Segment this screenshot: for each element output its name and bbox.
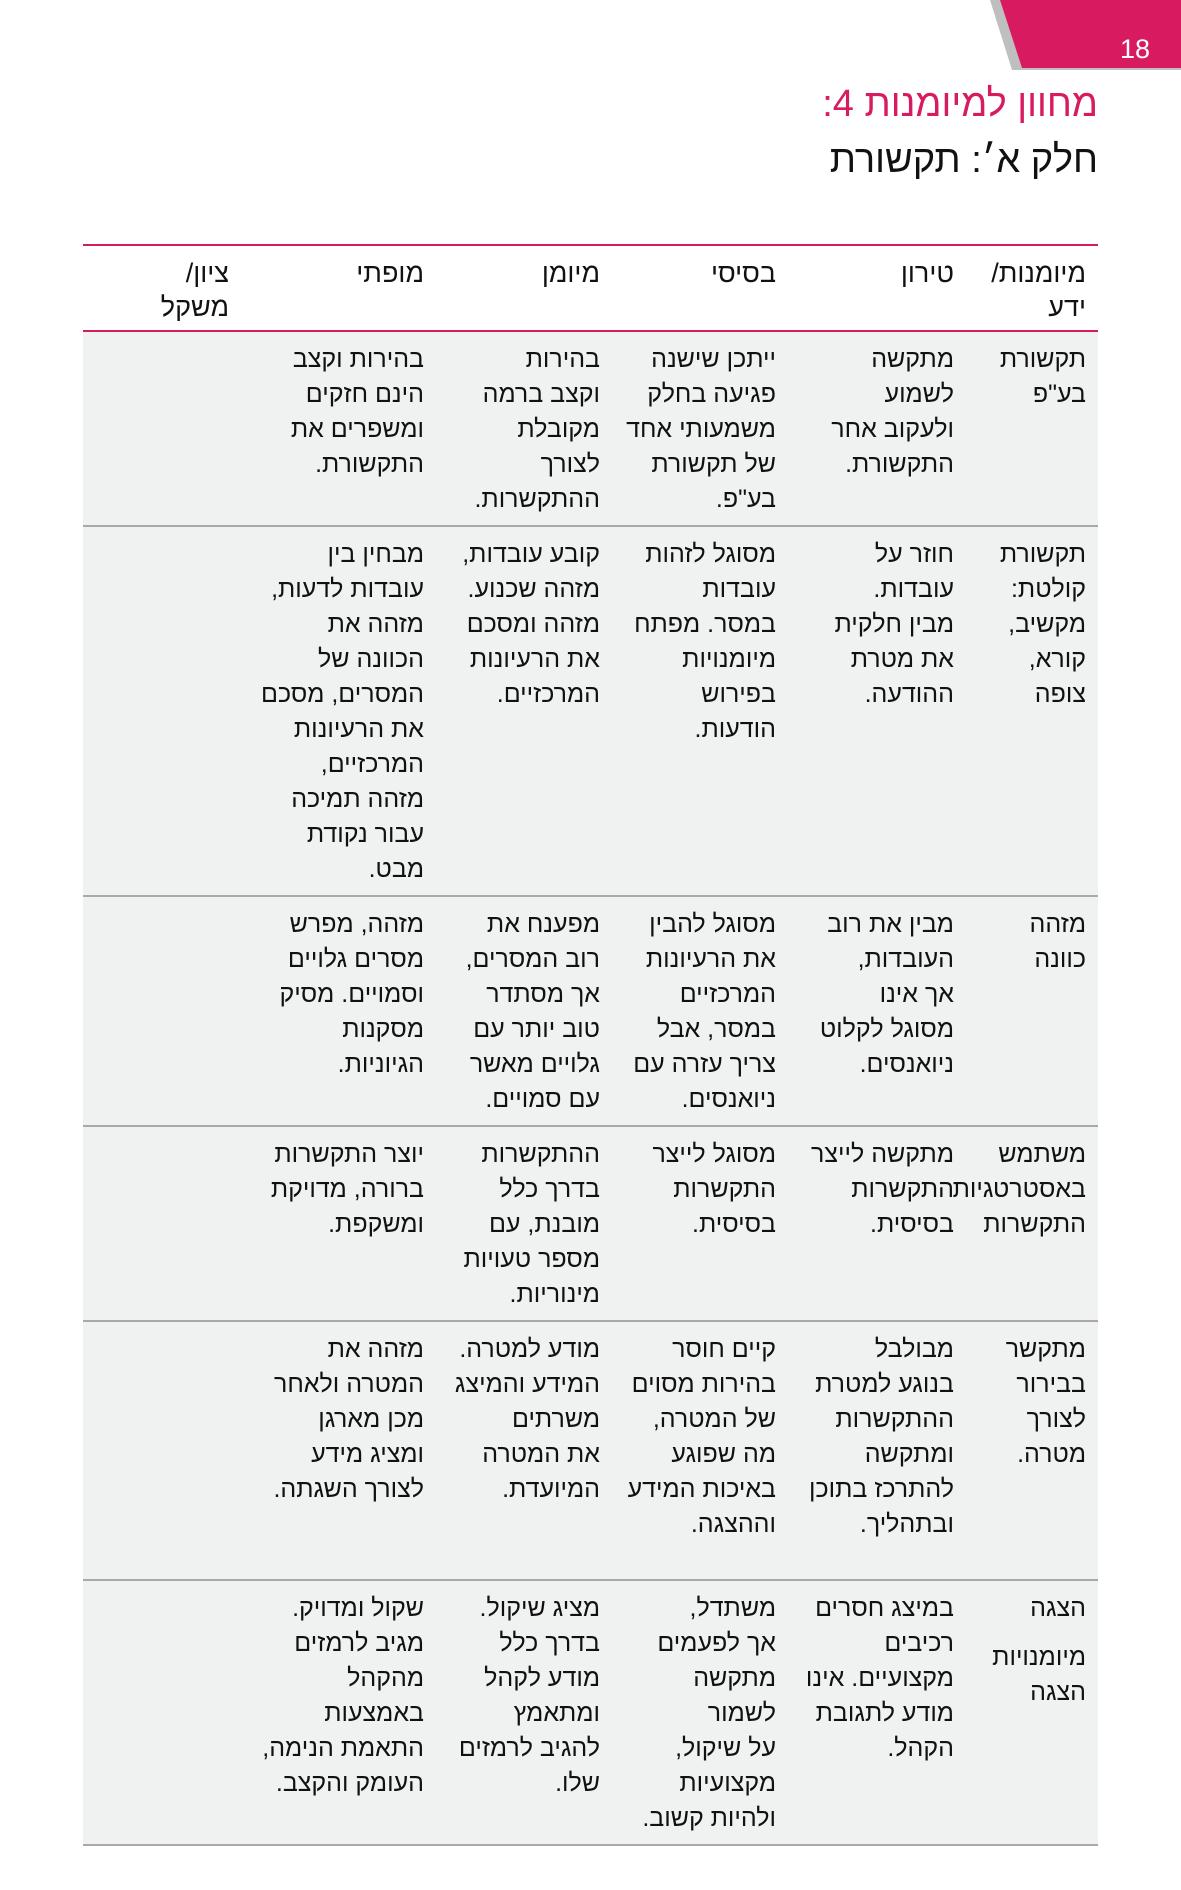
cell-line: מהקהל <box>347 1664 424 1692</box>
cell-line: התאמת הנימה, <box>262 1734 424 1762</box>
cell-line: אך אינו <box>879 980 954 1008</box>
cell-line: מזהה, מפרש <box>289 910 424 938</box>
cell-line: בבירור לצורך <box>1016 1370 1086 1433</box>
cell-line: ההתקשרות. <box>474 485 600 513</box>
cell-skill <box>952 1126 1098 1321</box>
cell-line: מפענח את <box>486 910 600 938</box>
page-number: 18 <box>1119 34 1150 64</box>
cell-novice <box>788 896 966 1126</box>
cell-line: מינוריות. <box>509 1280 600 1308</box>
table-row <box>83 331 1098 526</box>
header-novice <box>788 246 966 331</box>
cell-line: מודע לתגובת <box>815 1699 954 1727</box>
cell-basic <box>612 1321 788 1580</box>
cell-line: בנוגע למטרת <box>815 1370 954 1398</box>
table-row <box>83 526 1098 896</box>
cell-line: מטרה. <box>1017 1440 1086 1468</box>
cell-line: מזהה תמיכה <box>291 785 424 813</box>
cell-exemplary <box>241 896 436 1126</box>
page-subtitle: חלק א׳: תקשורת <box>829 139 1098 181</box>
cell-line: משתדל, <box>689 1594 776 1622</box>
cell-line: לשמור <box>707 1699 776 1727</box>
cell-line: שקול ומדויק. <box>292 1594 424 1622</box>
cell-line: מבט. <box>368 855 424 883</box>
cell-line: ומתאמץ <box>513 1699 600 1727</box>
rubric-table-container <box>83 246 1098 1846</box>
cell-line: את הרעיונות <box>293 715 424 743</box>
cell-line: באיכות המידע <box>627 1475 776 1503</box>
cell-line: העומק והקצב. <box>275 1769 424 1797</box>
header-line: מופתי <box>356 258 424 288</box>
cell-line: מודע לקהל <box>484 1664 600 1692</box>
cell-line: העובדות, <box>857 945 954 973</box>
cell-line: עובדות לדעות, <box>271 575 424 603</box>
cell-line: עם סמויים. <box>485 1085 600 1113</box>
cell-line: וההצגה. <box>690 1510 776 1538</box>
cell-novice <box>788 1580 966 1845</box>
cell-score <box>83 526 241 896</box>
cell-line: של המטרה, <box>652 1405 776 1433</box>
cell-line: של תקשורת <box>651 450 776 478</box>
cell-line: מקצועיות <box>679 1769 776 1797</box>
cell-line: ייתכן שישנה <box>651 345 776 373</box>
cell-line: עובדות. <box>873 575 954 603</box>
cell-proficient <box>436 331 612 526</box>
cell-line: מספר טעויות <box>463 1245 600 1273</box>
cell-exemplary <box>241 1126 436 1321</box>
cell-line: מיומנויות <box>682 645 776 673</box>
rubric-table <box>83 246 1098 1846</box>
cell-line: הודעות. <box>694 715 776 743</box>
cell-line: מסוגל לייצר <box>652 1140 776 1168</box>
cell-line: אך לפעמים <box>657 1629 776 1657</box>
cell-line: לצורך <box>540 450 600 478</box>
cell-line: ברורה, מדויקת <box>270 1175 424 1203</box>
cell-proficient <box>436 526 612 896</box>
cell-line: תקשורת <box>999 540 1086 568</box>
cell-basic <box>612 896 788 1126</box>
cell-line: בסיסית. <box>692 1210 776 1238</box>
cell-proficient <box>436 896 612 1126</box>
cell-line: חוזר על <box>874 540 954 568</box>
cell-line: מזהה ומסכם <box>466 610 600 638</box>
cell-line: באסטרטגיות <box>952 1175 1086 1203</box>
header-line: בסיסי <box>710 258 776 288</box>
cell-line: מסרים גלויים <box>287 945 424 973</box>
cell-line: הצגה <box>1030 1594 1086 1622</box>
cell-line: ולעקוב אחר <box>831 415 954 443</box>
header-proficient <box>436 246 612 331</box>
cell-novice <box>788 331 966 526</box>
cell-line: מזהה שכנוע. <box>467 575 600 603</box>
header-line: ידע <box>1048 292 1086 322</box>
cell-line: משמעותי אחד <box>626 415 776 443</box>
table-header-row <box>83 246 1098 331</box>
cell-line: במיצג חסרים <box>815 1594 954 1622</box>
cell-line: הגיוניות. <box>337 1050 424 1078</box>
cell-line: מזהה את <box>327 1335 424 1363</box>
cell-proficient <box>436 1321 612 1580</box>
header-line: משקל <box>160 292 229 322</box>
cell-line: מסקנות <box>342 1015 424 1043</box>
table-row <box>83 896 1098 1126</box>
cell-line: הקהל. <box>887 1734 954 1762</box>
cell-line: מציג שיקול. <box>479 1594 600 1622</box>
cell-line: בדרך כלל <box>499 1629 600 1657</box>
cell-line: משתמש <box>998 1140 1086 1168</box>
cell-line: ההודעה. <box>864 680 954 708</box>
cell-score <box>83 331 241 526</box>
cell-line: המידע והמיצג <box>454 1370 600 1398</box>
cell-line: מקובלת <box>517 415 600 443</box>
cell-line: טוב יותר עם <box>473 1015 600 1043</box>
cell-line: המרכזיים. <box>496 680 600 708</box>
cell-line: את מטרת <box>850 645 954 673</box>
cell-line: בהירות וקצב <box>292 345 424 373</box>
cell-line: ההתקשרות <box>835 1405 954 1433</box>
cell-exemplary <box>241 1580 436 1845</box>
cell-line: במסר, אבל <box>656 1015 776 1043</box>
cell-line: הצגה <box>1030 1678 1086 1706</box>
cell-line: התקשרות <box>851 1175 954 1203</box>
cell-line: תקשורת <box>999 345 1086 373</box>
header-exemplary <box>241 246 436 331</box>
cell-line: לצורך השגתה. <box>273 1475 424 1503</box>
cell-line: קובע עובדות, <box>462 540 600 568</box>
cell-line: ומציג מידע <box>311 1440 424 1468</box>
cell-line: מבחין בין <box>327 540 424 568</box>
cell-line: קיים חוסר <box>672 1335 776 1363</box>
cell-line: בע"פ. <box>715 485 776 513</box>
cell-line: המסרים, מסכם <box>260 680 424 708</box>
cell-line: ניואנסים. <box>859 1050 954 1078</box>
cell-line: מיומנויות <box>992 1643 1086 1671</box>
cell-line: מבין את רוב <box>827 910 954 938</box>
cell-line: מגיב לרמזים <box>294 1629 424 1657</box>
cell-line: התקשורת. <box>315 450 424 478</box>
cell-line: מסוגל לזהות <box>645 540 776 568</box>
cell-line: להגיב לרמזים <box>458 1734 600 1762</box>
cell-line: קולטת: <box>1010 575 1086 603</box>
cell-novice <box>788 1126 966 1321</box>
cell-score <box>83 1321 241 1580</box>
cell-line: מובנת, עם <box>488 1210 600 1238</box>
cell-line: מסוגל לקלוט <box>819 1015 954 1043</box>
header-score <box>83 246 241 331</box>
cell-line: ניואנסים. <box>681 1085 776 1113</box>
table-row <box>83 1580 1098 1845</box>
cell-line: ומתקשה <box>864 1440 954 1468</box>
cell-line: עבור נקודת <box>306 820 424 848</box>
cell-line: מקשיב, <box>1008 610 1086 638</box>
cell-line: ומשקפת. <box>328 1210 424 1238</box>
cell-score <box>83 1126 241 1321</box>
cell-line: מתקשה <box>693 1664 776 1692</box>
cell-line: מתקשה <box>871 345 954 373</box>
cell-line: את הרעיונות <box>645 945 776 973</box>
cell-exemplary <box>241 526 436 896</box>
cell-line: בע"פ <box>1032 380 1086 408</box>
table-body <box>83 331 1098 1845</box>
cell-line: ולהיות קשוב. <box>642 1804 776 1832</box>
cell-line: בהירות <box>525 345 600 373</box>
cell-line: את המטרה <box>482 1440 600 1468</box>
cell-basic <box>612 1126 788 1321</box>
cell-line: מסוגל להבין <box>649 910 776 938</box>
cell-line: פגיעה בחלק <box>647 380 776 408</box>
cell-line: שלו. <box>555 1769 600 1797</box>
header-line: מיומנות/ <box>991 258 1086 288</box>
cell-line: התקשרות <box>673 1175 776 1203</box>
cell-line: רכיבים <box>884 1629 954 1657</box>
cell-line: התקשרות <box>983 1210 1086 1238</box>
cell-line: מקצועיים. אינו <box>805 1664 954 1692</box>
cell-line: מתקשר <box>1005 1335 1086 1363</box>
cell-line: מה שפוגע <box>671 1440 776 1468</box>
cell-line: בסיסית. <box>870 1210 954 1238</box>
header-line: ציון/ <box>185 258 229 288</box>
cell-line: בדרך כלל <box>499 1175 600 1203</box>
page-title: מחוון למיומנות 4: <box>822 83 1098 125</box>
cell-line: המרכזיים <box>679 980 776 1008</box>
cell-proficient <box>436 1126 612 1321</box>
cell-line: המרכזיים, <box>320 750 424 778</box>
cell-line: רוב המסרים, <box>465 945 600 973</box>
cell-line: מבולבל <box>874 1335 954 1363</box>
cell-line: אך מסתדר <box>486 980 600 1008</box>
cell-line: מזהה את <box>327 610 424 638</box>
cell-skill <box>966 526 1098 896</box>
cell-skill <box>966 1580 1098 1845</box>
cell-line: את הרעיונות <box>469 645 600 673</box>
cell-line: במסר. מפתח <box>634 610 776 638</box>
cell-exemplary <box>241 331 436 526</box>
table-row <box>83 1321 1098 1580</box>
cell-skill <box>966 896 1098 1126</box>
cell-line: יוצר התקשרות <box>274 1140 424 1168</box>
cell-line: מודע למטרה. <box>459 1335 600 1363</box>
cell-basic <box>612 526 788 896</box>
cell-line: בהירות מסוים <box>631 1370 776 1398</box>
table-row <box>83 1126 1098 1321</box>
cell-score <box>83 896 241 1126</box>
cell-line: על שיקול, <box>675 1734 776 1762</box>
cell-skill <box>966 331 1098 526</box>
cell-line: הינם חזקים <box>305 380 424 408</box>
cell-line: גלויים מאשר <box>469 1050 600 1078</box>
cell-line: בפירוש <box>701 680 776 708</box>
cell-line: באמצעות <box>324 1699 424 1727</box>
cell-novice <box>788 526 966 896</box>
cell-line: צריך עזרה עם <box>633 1050 776 1078</box>
cell-line: מתקשה לייצר <box>811 1140 954 1168</box>
header-basic <box>612 246 788 331</box>
header-line: מיומן <box>541 258 600 288</box>
cell-line: ומשפרים את <box>290 415 424 443</box>
cell-line: מכן מארגן <box>318 1405 424 1433</box>
cell-basic <box>612 331 788 526</box>
cell-line: להתרכז בתוכן <box>809 1475 954 1503</box>
cell-line: עובדות <box>702 575 776 603</box>
header-skill <box>966 246 1098 331</box>
cell-line: קורא, צופה <box>1028 645 1086 708</box>
cell-novice <box>788 1321 966 1580</box>
cell-line: מזהה כוונה <box>1029 910 1086 973</box>
cell-line: התקשורת. <box>845 450 954 478</box>
cell-line: מבין חלקית <box>834 610 954 638</box>
cell-exemplary <box>241 1321 436 1580</box>
cell-line: ובתהליך. <box>859 1510 954 1538</box>
cell-line: וסמויים. מסיק <box>279 980 424 1008</box>
cell-line: ההתקשרות <box>481 1140 600 1168</box>
cell-proficient <box>436 1580 612 1845</box>
cell-skill <box>966 1321 1098 1580</box>
cell-score <box>83 1580 241 1845</box>
cell-line: משרתים <box>511 1405 600 1433</box>
cell-line: לשמוע <box>884 380 954 408</box>
header-line: טירון <box>900 258 954 288</box>
cell-basic <box>612 1580 788 1845</box>
cell-line: המטרה ולאחר <box>274 1370 424 1398</box>
cell-line: המיועדת. <box>502 1475 600 1503</box>
cell-line: וקצב ברמה <box>482 380 600 408</box>
cell-line: הכוונה של <box>318 645 424 673</box>
